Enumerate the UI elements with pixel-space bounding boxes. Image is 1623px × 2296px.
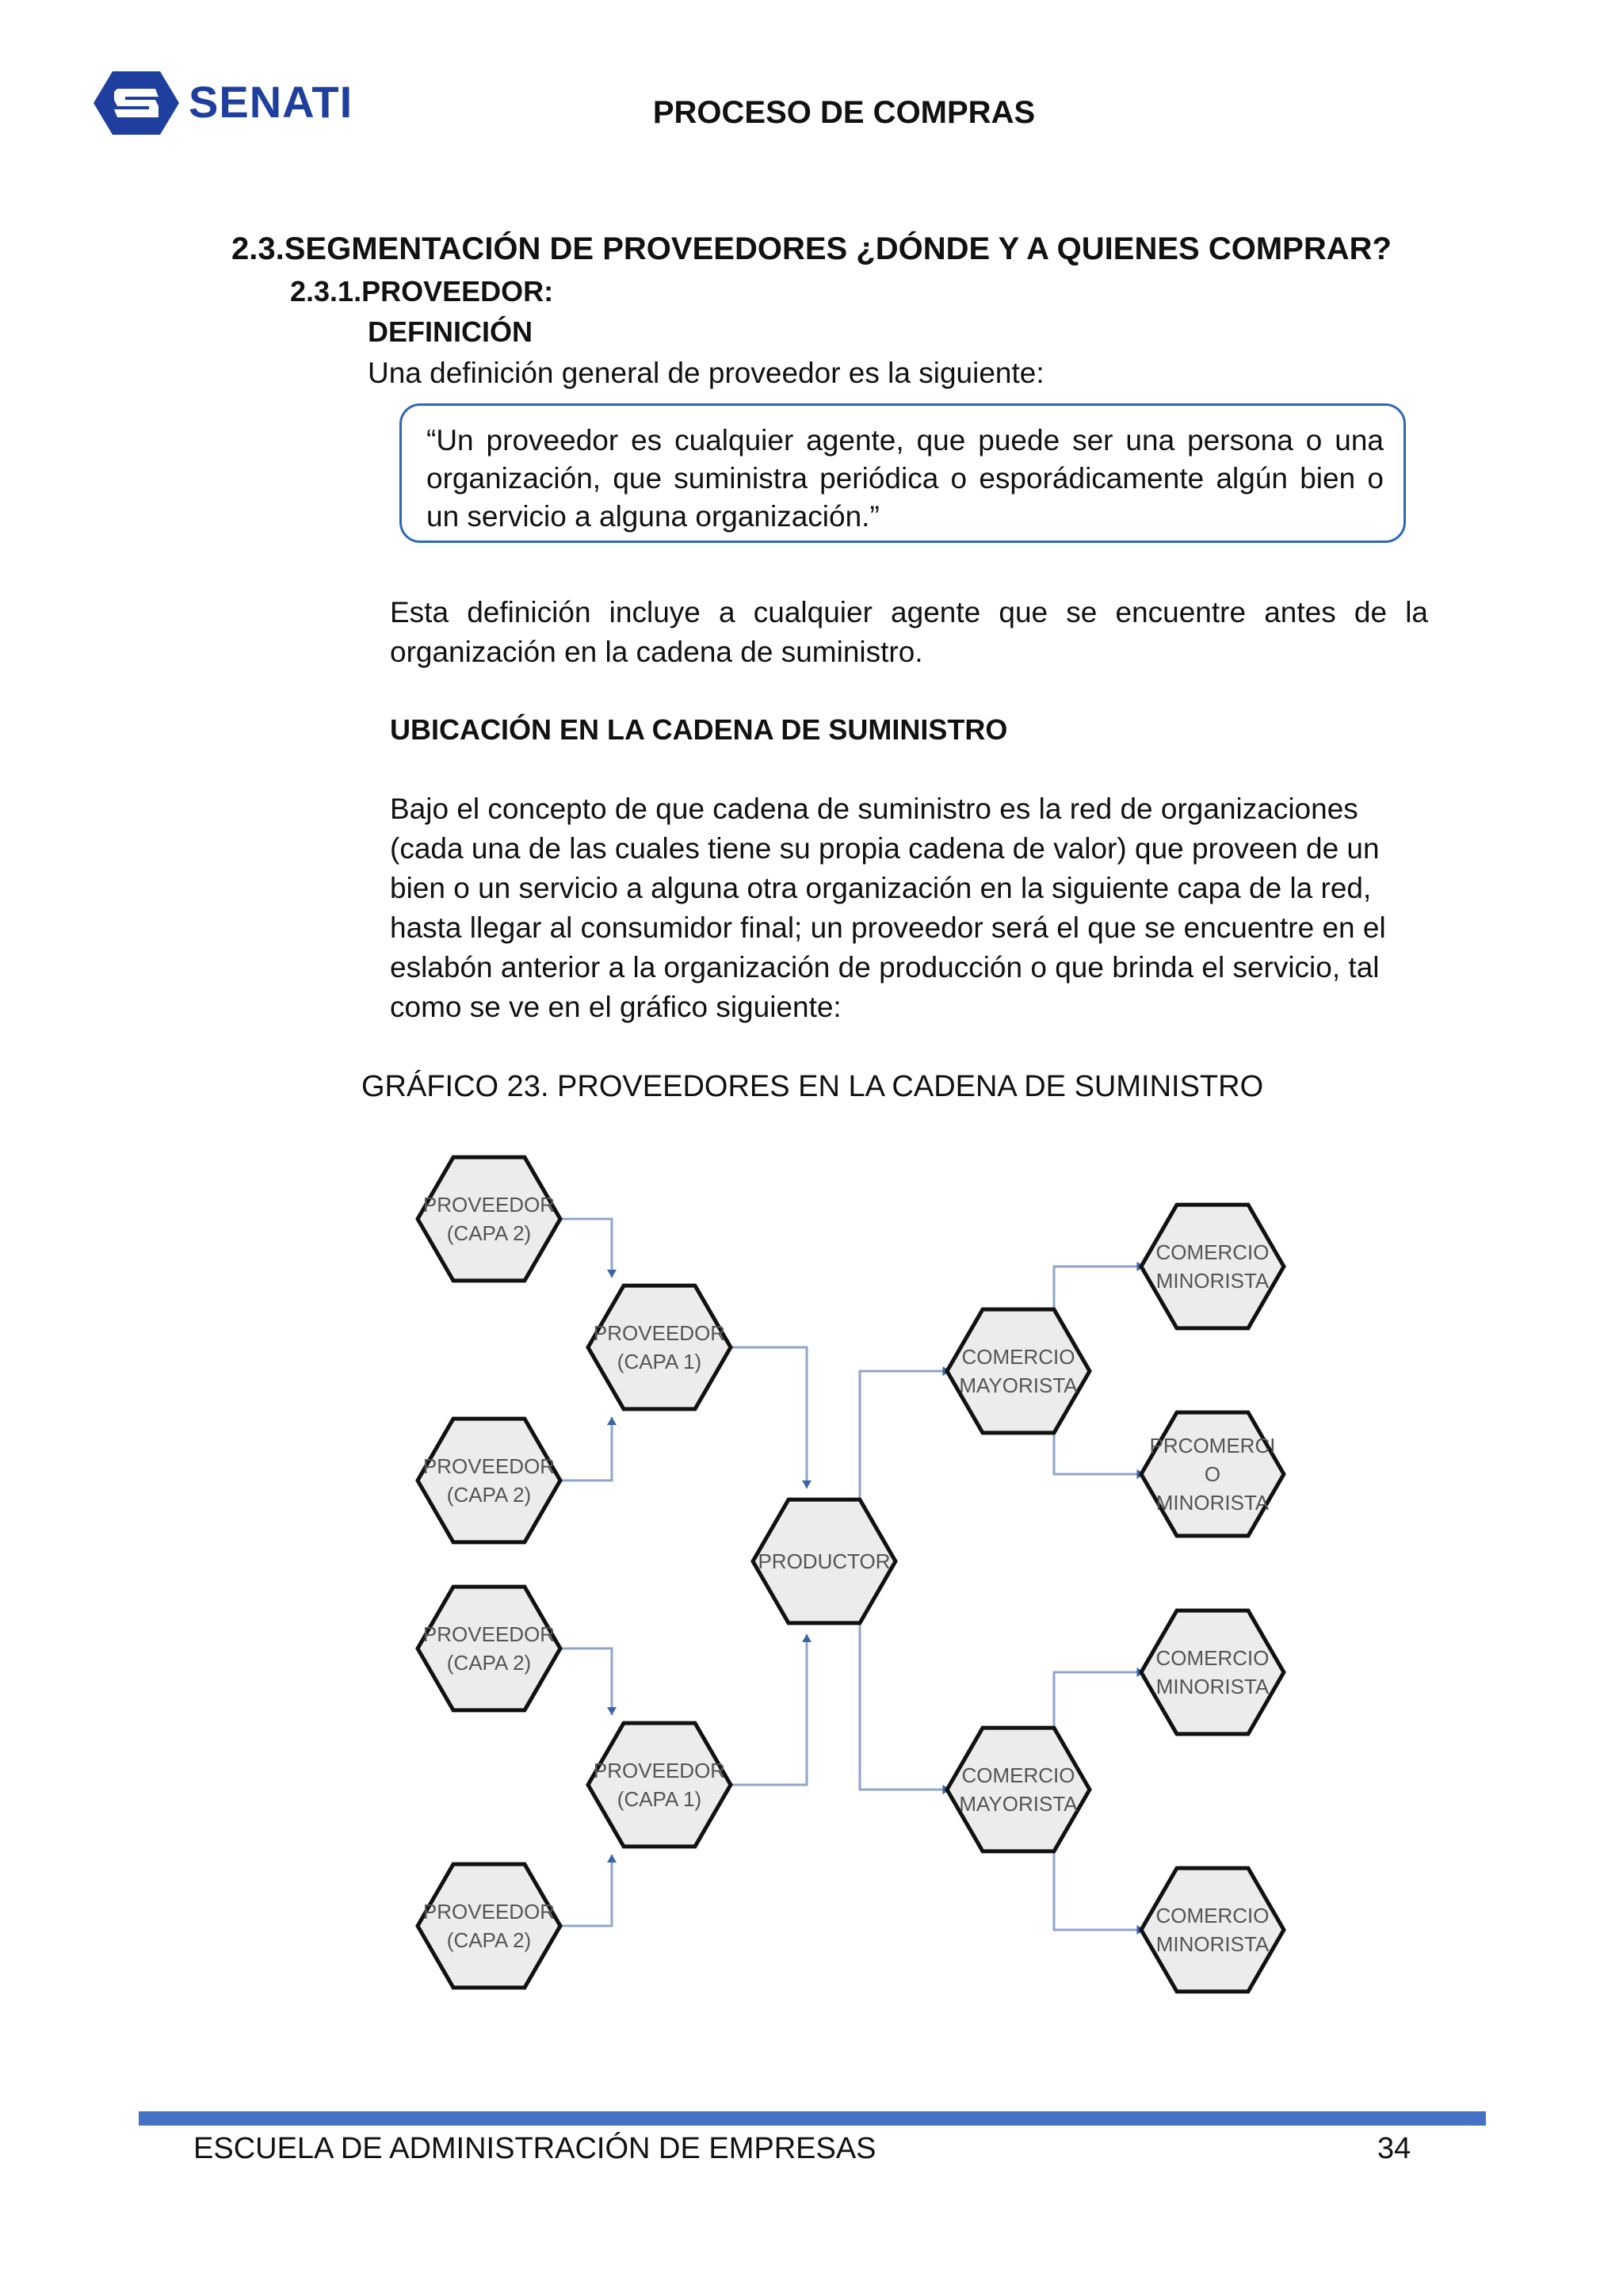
- node-label: (CAPA 2): [446, 1221, 532, 1245]
- node-label: COMERCIO: [1155, 1646, 1270, 1670]
- node-label: MINORISTA: [1155, 1675, 1270, 1698]
- footer-school: ESCUELA DE ADMINISTRACIÓN DE EMPRESAS: [193, 2132, 876, 2165]
- connector-arrowhead: [802, 1634, 812, 1642]
- figure-caption: GRÁFICO 23. PROVEEDORES EN LA CADENA DE SUMINISTRO: [361, 1070, 1264, 1103]
- node-label: PROVEEDOR: [593, 1321, 726, 1345]
- diagram-node: [418, 1864, 560, 1988]
- connector-capa2-capa1: [557, 1417, 613, 1480]
- node-hexagon: [1141, 1610, 1284, 1734]
- diagram-nodes: [418, 1157, 1284, 1992]
- node-label: PRODUCTOR: [758, 1549, 891, 1573]
- logo-text: SENATI: [189, 77, 353, 127]
- node-label: MINORISTA: [1155, 1269, 1270, 1293]
- node-hexagon: [418, 1419, 560, 1542]
- node-label: MAYORISTA: [959, 1373, 1078, 1397]
- connector-arrowhead: [607, 1270, 617, 1278]
- node-hexagon: [588, 1286, 731, 1409]
- diagram-node: [753, 1499, 896, 1623]
- node-label: O: [1204, 1462, 1221, 1486]
- node-label: COMERCIO: [961, 1345, 1075, 1369]
- diagram-node: [418, 1419, 560, 1542]
- node-hexagon: [947, 1728, 1090, 1851]
- connector-mayorista-minorista: [1054, 1266, 1145, 1308]
- page-header-title: PROCESO DE COMPRAS: [652, 95, 1036, 130]
- section-heading: 2.3.SEGMENTACIÓN DE PROVEEDORES ¿DÓNDE Y A QUIENES COMPRAR?: [231, 231, 1392, 266]
- paragraph-definition: Esta definición incluye a cualquier agente que se encuentre antes de la organización en la cadena de suministro.: [390, 596, 1428, 668]
- definition-intro: Una definición general de proveedor es la siguiente:: [368, 357, 1044, 389]
- connector-arrowhead: [802, 1480, 812, 1488]
- page-number: 34: [1377, 2132, 1411, 2165]
- connector-arrowhead: [607, 1855, 617, 1862]
- definition-title: DEFINICIÓN: [368, 315, 533, 348]
- node-label: PROVEEDOR: [422, 1454, 556, 1478]
- connector-capa2-capa1: [557, 1648, 613, 1715]
- diagram-node: [947, 1309, 1090, 1433]
- node-label: PROVEEDOR: [422, 1900, 556, 1924]
- diagram-node: [418, 1157, 560, 1281]
- quote-text: “Un proveedor es cualquier agente, que puede ser una persona o una organización, que suministra periódica o esporádicamente algún bien o un servicio a alguna organización.”: [426, 424, 1384, 533]
- node-hexagon: [418, 1587, 560, 1710]
- node-label: (CAPA 2): [446, 1651, 532, 1675]
- footer-bar: [139, 2111, 1486, 2126]
- node-label: COMERCIO: [1155, 1904, 1270, 1927]
- node-hexagon: [588, 1723, 731, 1847]
- connector-mayorista-minorista: [1054, 1853, 1145, 1930]
- node-label: (CAPA 2): [446, 1483, 532, 1507]
- diagram-node: [1141, 1412, 1284, 1536]
- paragraph-ubicacion: Bajo el concepto de que cadena de suministro es la red de organizaciones (cada una de las cuales tiene su propia cadena de valor) que proveen de un bien o un servicio a alguna otra organización en la siguiente capa de la red, hasta llegar al consumidor final; un proveedor será el que se encuentre en el eslabón anterior a la organización de producción o que brinda el servicio, tal como se ve en el gráfico siguiente:: [390, 793, 1386, 1023]
- node-hexagon: [418, 1157, 560, 1281]
- diagram-node: [1141, 1610, 1284, 1734]
- connector-capa2-capa1: [557, 1855, 613, 1926]
- diagram-node: [1141, 1868, 1284, 1992]
- connector-arrowhead: [607, 1417, 617, 1425]
- node-hexagon: [1141, 1205, 1284, 1328]
- node-label: (CAPA 1): [617, 1787, 702, 1811]
- connector-productor-mayorista: [860, 1371, 951, 1498]
- node-label: MINORISTA: [1155, 1932, 1270, 1956]
- node-hexagon: [418, 1864, 560, 1988]
- node-label: MAYORISTA: [959, 1792, 1078, 1816]
- node-hexagon: [947, 1309, 1090, 1433]
- connector-arrowhead: [607, 1707, 617, 1715]
- diagram-node: [947, 1728, 1090, 1851]
- connector-capa1-productor: [727, 1634, 808, 1785]
- ubicacion-title: UBICACIÓN EN LA CADENA DE SUMINISTRO: [390, 713, 1008, 746]
- node-label: PRCOMERCI: [1149, 1434, 1276, 1457]
- diagram-node: [1141, 1205, 1284, 1328]
- supply-chain-diagram: [349, 1133, 1323, 2013]
- node-label: (CAPA 2): [446, 1928, 532, 1952]
- node-label: COMERCIO: [1155, 1240, 1270, 1264]
- node-label: MINORISTA: [1155, 1491, 1270, 1515]
- connector-mayorista-minorista: [1054, 1672, 1145, 1726]
- connector-capa1-productor: [727, 1347, 808, 1488]
- connector-capa2-capa1: [557, 1219, 613, 1278]
- diagram-node: [588, 1723, 731, 1847]
- node-label: PROVEEDOR: [422, 1193, 556, 1217]
- diagram-node: [418, 1587, 560, 1710]
- node-label: COMERCIO: [961, 1763, 1075, 1787]
- node-label: PROVEEDOR: [422, 1622, 556, 1646]
- connector-productor-mayorista: [860, 1625, 951, 1790]
- node-hexagon: [1141, 1868, 1284, 1992]
- diagram-node: [588, 1286, 731, 1409]
- node-label: PROVEEDOR: [593, 1759, 726, 1782]
- connector-mayorista-minorista: [1054, 1435, 1145, 1474]
- node-label: (CAPA 1): [617, 1350, 702, 1373]
- subsection-heading: 2.3.1.PROVEEDOR:: [290, 275, 554, 308]
